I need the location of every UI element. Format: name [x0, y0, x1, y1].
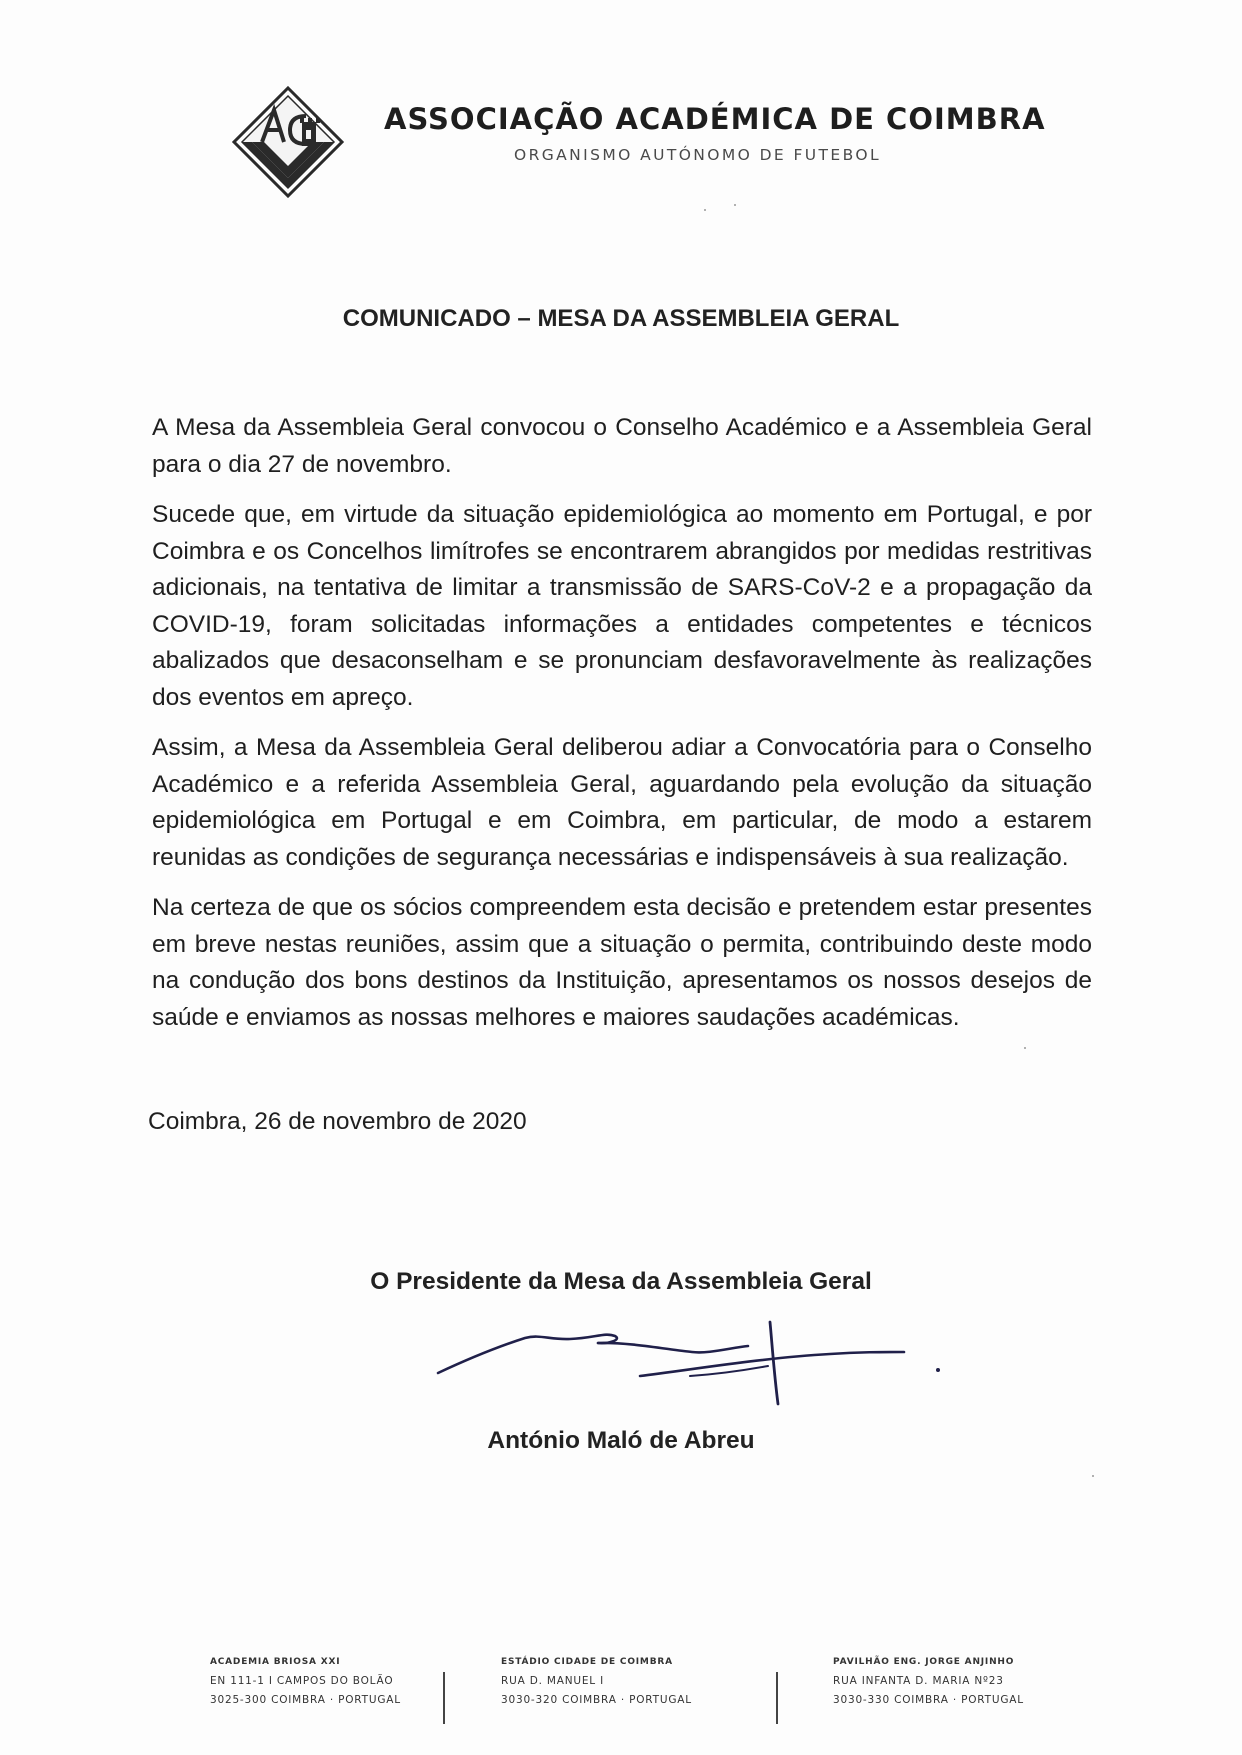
footer-divider: [776, 1672, 778, 1724]
footer-line: RUA INFANTA D. MARIA Nº23: [833, 1675, 1004, 1687]
body-paragraph: A Mesa da Assembleia Geral convocou o Conselho Académico e a Assembleia Geral para o dia 27 de novembro.: [152, 414, 1092, 478]
handwritten-signature: [430, 1318, 960, 1418]
footer-line: 3030-320 COIMBRA · PORTUGAL: [501, 1694, 692, 1706]
footer-heading: PAVILHÃO ENG. JORGE ANJINHO: [833, 1657, 1015, 1667]
document-body: [152, 410, 1092, 1050]
body-paragraph: Na certeza de que os sócios compreendem esta decisão e pretendem estar presentes em breve nestas reuniões, assim que a situação o permita, contribuindo deste modo na condução dos bons destinos da Instituição, apresentamos os nossos desejos de saúde e enviamos as nossas melhores e maiores saudações académicas.: [152, 894, 1092, 1031]
scan-speck: [1092, 1475, 1094, 1477]
scan-speck: [1024, 1047, 1026, 1049]
organization-subtitle: ORGANISMO AUTÓNOMO DE FUTEBOL: [514, 146, 881, 164]
scan-speck: [704, 209, 706, 211]
organization-name: ASSOCIAÇÃO ACADÉMICA DE COIMBRA: [384, 102, 1046, 136]
body-paragraph: Assim, a Mesa da Assembleia Geral deliberou adiar a Convocatória para o Conselho Académico e a referida Assembleia Geral, aguardando pela evolução da situação epidemiológica em Portugal e em Coimbra, em particular, de modo a estarem reunidas as condições de segurança necessárias e indispensáveis à sua realização.: [152, 734, 1092, 871]
signer-name: António Maló de Abreu: [487, 1427, 755, 1454]
footer-line: 3030-330 COIMBRA · PORTUGAL: [833, 1694, 1024, 1706]
footer-address-academia: [210, 1653, 401, 1710]
body-paragraph: Sucede que, em virtude da situação epidemiológica ao momento em Portugal, e por Coimbra e os Concelhos limítrofes se encontrarem abrangidos por medidas restritivas adicionais, na tentativa de limitar a transmissão de SARS-CoV-2 e a propagação da COVID-19, foram solicitadas informações a entidades competentes e técnicos abalizados que desaconselham e se pronunciam desfavoravelmente às realizações dos eventos em apreço.: [152, 501, 1092, 711]
scan-speck: [734, 204, 736, 206]
footer-address-pavilhao: [833, 1653, 1024, 1710]
association-logo-icon: [232, 86, 344, 198]
footer-line: RUA D. MANUEL I: [501, 1675, 604, 1687]
footer-address-estadio: [501, 1653, 692, 1710]
footer-divider: [443, 1672, 445, 1724]
footer-heading: ACADEMIA BRIOSA XXI: [210, 1657, 341, 1667]
date-line: Coimbra, 26 de novembro de 2020: [148, 1108, 527, 1135]
footer-line: EN 111-1 I CAMPOS DO BOLÃO: [210, 1675, 394, 1687]
footer-heading: ESTÁDIO CIDADE DE COIMBRA: [501, 1657, 673, 1667]
document-title: COMUNICADO – MESA DA ASSEMBLEIA GERAL: [342, 305, 900, 332]
signer-title: O Presidente da Mesa da Assembleia Geral: [370, 1268, 872, 1295]
footer-line: 3025-300 COIMBRA · PORTUGAL: [210, 1694, 401, 1706]
